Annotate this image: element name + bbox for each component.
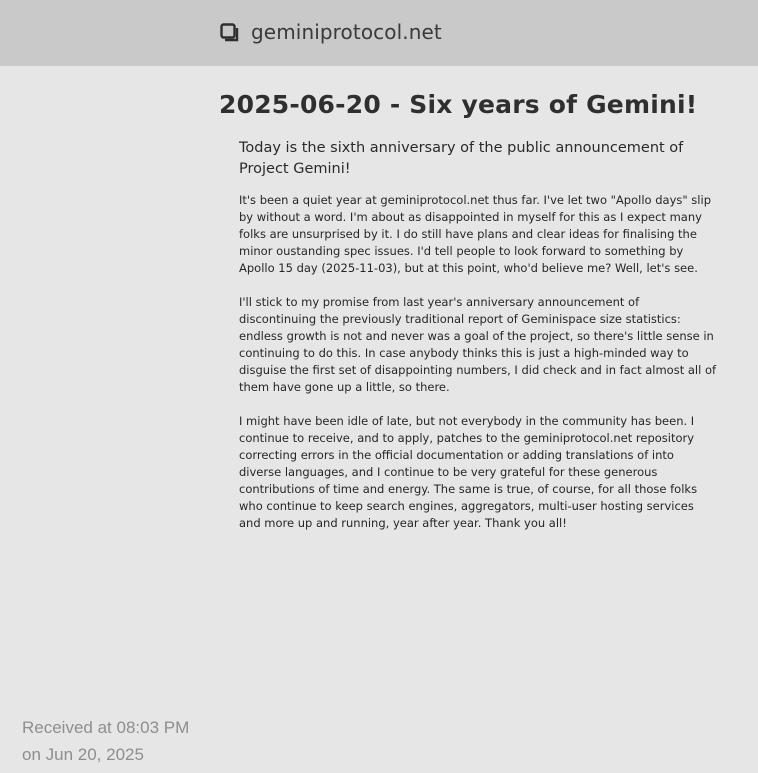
paragraph: It's been a quiet year at geminiprotocol.net thus far. I've let two "Apollo days" slip by without a word. I'm about as disappointed in myself for this as I expect many folks are unsurprised by it. I do still have plans and clear ideas for finalising the minor oustanding spec issues. I'd tell people to look forward to something by Apollo 15 day (2025-11-03), but at this point, who'd believe me? Well, let's see.: [239, 193, 711, 276]
paragraph: I'll stick to my promise from last year's anniversary announcement of discontinuing the previously traditional report of Geminispace size statistics: endless growth is not and never was a goal of the project, so there's little sense in continuing to do this. In case anybody thinks this is just a high-minded way to disguise the first set of disappointing numbers, I did check and in fact almost all of them have gone up a little, so there.: [239, 295, 717, 395]
top-bar: [0, 0, 758, 66]
article-body: [239, 138, 719, 532]
site-link[interactable]: [219, 20, 442, 44]
lead-paragraph: Today is the sixth anniversary of the public announcement of Project Gemini!: [239, 140, 684, 178]
site-name: geminiprotocol.net: [251, 20, 442, 44]
paragraph: I might have been idle of late, but not everybody in the community has been. I continue to receive, and to apply, patches to the geminiprotocol.net repository correcting errors in the official documentation or adding translations of into diverse languages, and I continue to be very grateful for these generous contributions of time and energy. The same is true, of course, for all those folks who continue to keep search engines, aggregators, multi-user hosting services and more up and running, year after year. Thank you all!: [239, 414, 698, 531]
checkbox-icon: [219, 22, 239, 42]
page-title: 2025-06-20 - Six years of Gemini!: [219, 90, 698, 119]
received-time: Received at 08:03 PM: [22, 718, 190, 737]
received-timestamp: [22, 714, 189, 768]
received-date: on Jun 20, 2025: [22, 745, 144, 764]
article: [219, 90, 739, 549]
